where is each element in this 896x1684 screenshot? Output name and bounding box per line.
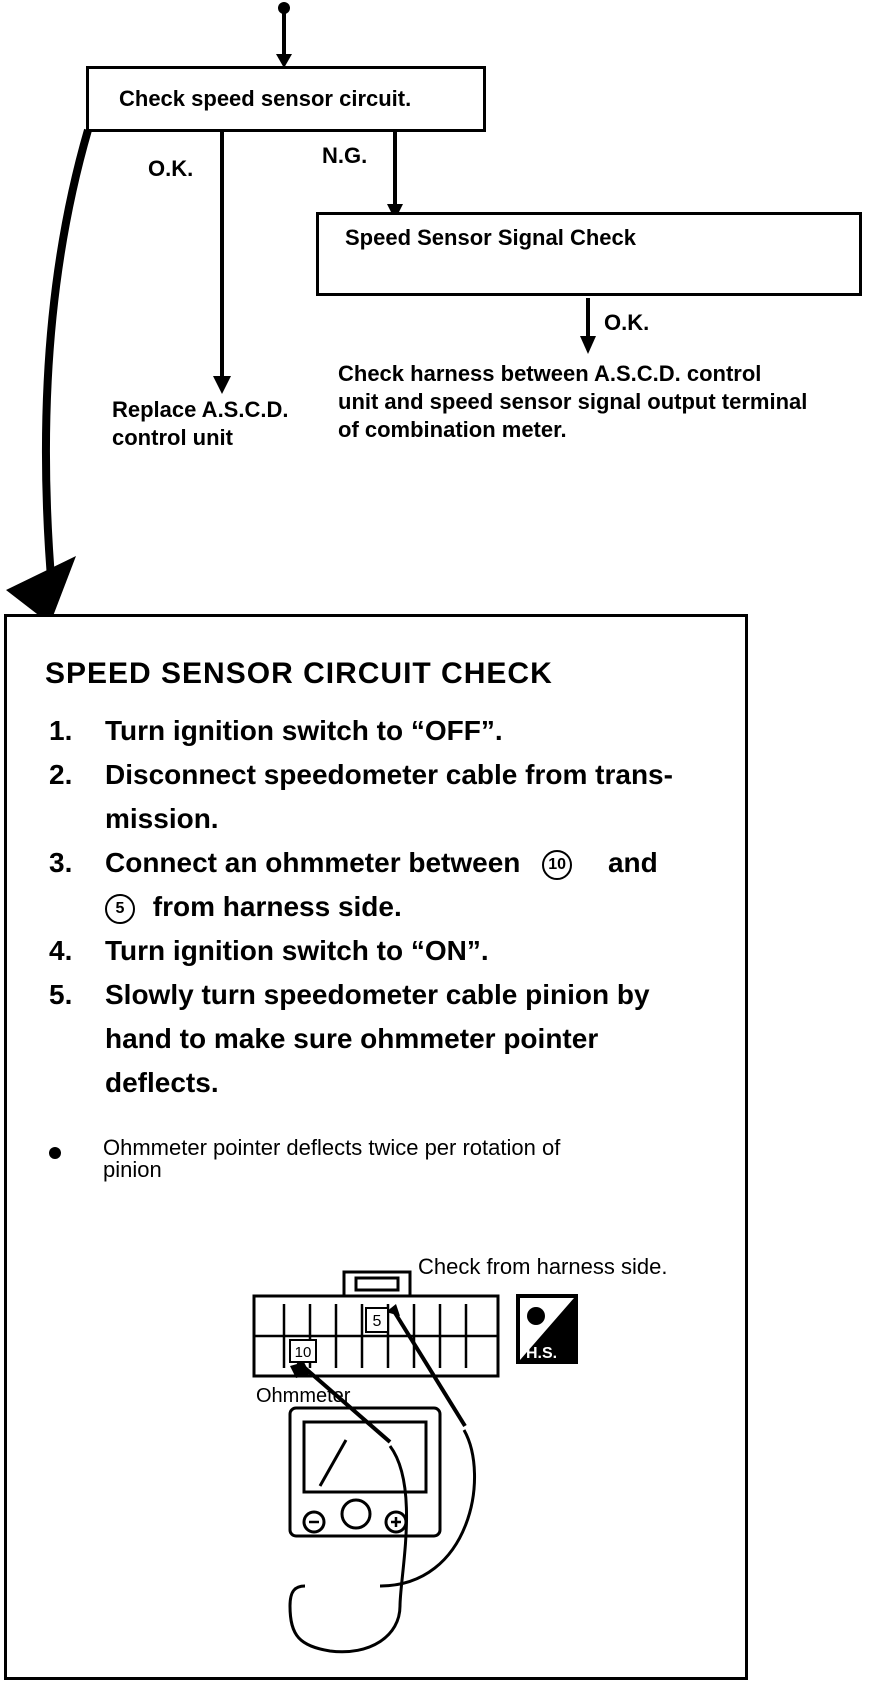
panel-title: SPEED SENSOR CIRCUIT CHECK [45, 657, 553, 690]
terminal-5-label: 5 [372, 1313, 382, 1330]
ohm-dial [342, 1500, 370, 1528]
hs-label: H.S. [526, 1345, 558, 1362]
bullet-note [103, 1137, 723, 1181]
probe-10-wire [290, 1446, 407, 1652]
replace-line: Replace A.S.C.D. [112, 397, 289, 422]
ok-right-arrowhead [580, 336, 596, 354]
step-3 [49, 841, 729, 929]
panel-connector-line [46, 130, 88, 590]
step-text-line: deflects. [105, 1067, 219, 1098]
check-harness-text [338, 360, 894, 444]
step-number: 5. [49, 979, 73, 1010]
ohmmeter-diagram [250, 1256, 870, 1676]
step-number: 1. [49, 715, 73, 746]
latch-slot [356, 1278, 398, 1290]
bullet-dot [49, 1147, 61, 1159]
step-number: 3. [49, 847, 73, 878]
terminal-5-symbol: 5 [105, 894, 135, 924]
step-text: Connect an ohmmeter between [105, 847, 521, 878]
harness-plug-icon [527, 1307, 545, 1325]
ok-left-arrowhead [213, 376, 231, 394]
step-text: Turn ignition switch to “ON”. [105, 935, 489, 966]
connector-latch [344, 1272, 410, 1296]
ng-label: N.G. [322, 143, 368, 168]
ohmmeter-needle [320, 1440, 346, 1486]
step-text-line: hand to make sure ohmmeter pointer [105, 1023, 599, 1054]
step-text: from harness side. [152, 891, 402, 922]
step-text-line [105, 885, 729, 929]
check-speed-sensor-box [86, 66, 486, 132]
bullet-line: Ohmmeter pointer deflects twice per rotation of [103, 1135, 561, 1160]
step-2 [49, 753, 729, 841]
step-number: 4. [49, 935, 73, 966]
step-text: and [607, 847, 658, 878]
speed-sensor-signal-check-box [316, 212, 862, 296]
step-4 [49, 929, 729, 973]
step-5 [49, 973, 729, 1105]
bullet-line: pinion [103, 1157, 162, 1182]
step-text-line: Slowly turn speedometer cable pinion by [105, 979, 650, 1010]
step-text-line: mission. [105, 803, 219, 834]
speed-sensor-signal-check-label: Speed Sensor Signal Check [345, 225, 636, 250]
replace-control-unit-text [112, 396, 332, 452]
ohmmeter-label: Ohmmeter [256, 1385, 351, 1407]
harness-line: unit and speed sensor signal output terminal [338, 389, 808, 414]
step-number: 2. [49, 759, 73, 790]
step-1 [49, 709, 729, 753]
step-text: Turn ignition switch to “OFF”. [105, 715, 503, 746]
step-text-line: Disconnect speedometer cable from trans- [105, 759, 673, 790]
ohmmeter-body [290, 1408, 440, 1536]
terminal-10-symbol: 10 [542, 850, 572, 880]
step-text-line [105, 841, 729, 885]
check-speed-sensor-label: Check speed sensor circuit. [119, 86, 412, 111]
replace-line: control unit [112, 425, 233, 450]
diagram-caption: Check from harness side. [418, 1254, 668, 1279]
ok-left-label: O.K. [148, 156, 194, 181]
entry-dot [278, 2, 290, 14]
terminal-10-label: 10 [294, 1344, 312, 1361]
ok-right-label: O.K. [604, 310, 650, 335]
harness-line: of combination meter. [338, 417, 567, 442]
harness-line: Check harness between A.S.C.D. control [338, 361, 762, 386]
